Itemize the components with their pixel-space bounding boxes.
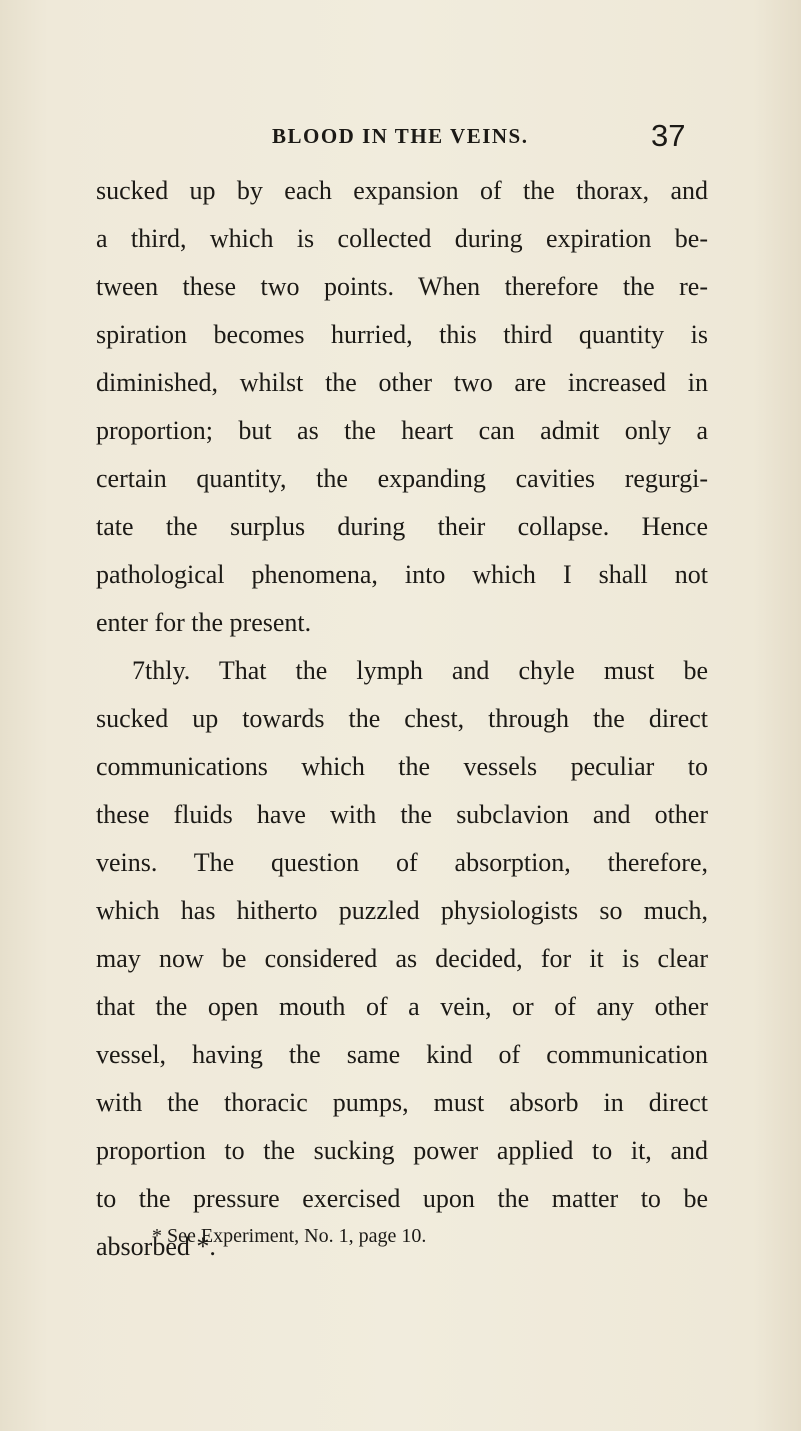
page-number: 37	[651, 118, 686, 153]
text-line: enter for the present.	[96, 608, 312, 637]
text-line: proportion; but as the heart can admit only a	[96, 416, 708, 445]
paragraph-start-line: 7thly. That the lymph and chyle must be	[132, 656, 708, 685]
text-line: communications which the vessels peculiar to	[96, 752, 708, 781]
text-line: proportion to the sucking power applied to it, and	[96, 1136, 708, 1165]
text-line: diminished, whilst the other two are increased in	[96, 368, 708, 397]
text-line: that the open mouth of a vein, or of any other	[96, 992, 708, 1021]
text-line: certain quantity, the expanding cavities regurgi-	[96, 464, 708, 493]
body-text	[96, 167, 708, 1271]
text-line: tween these two points. When therefore the re-	[96, 272, 708, 301]
text-line: tate the surplus during their collapse. Hence	[96, 512, 708, 541]
text-line: a third, which is collected during expiration be-	[96, 224, 708, 253]
text-line: with the thoracic pumps, must absorb in direct	[96, 1088, 708, 1117]
text-line: which has hitherto puzzled physiologists so much,	[96, 896, 708, 925]
footnote: * See Experiment, No. 1, page 10.	[152, 1225, 427, 1247]
text-line: may now be considered as decided, for it is clear	[96, 944, 708, 973]
text-line: spiration becomes hurried, this third quantity is	[96, 320, 708, 349]
running-head	[0, 118, 801, 158]
text-line: to the pressure exercised upon the matter to be	[96, 1184, 708, 1213]
text-line: absorbed *.	[96, 1232, 216, 1261]
text-line: sucked up towards the chest, through the direct	[96, 704, 708, 733]
text-line: pathological phenomena, into which I shall not	[96, 560, 708, 589]
text-line: sucked up by each expansion of the thorax, and	[96, 176, 708, 205]
running-head-title: BLOOD IN THE VEINS.	[272, 124, 529, 148]
text-line: veins. The question of absorption, therefore,	[96, 848, 708, 877]
text-line: these fluids have with the subclavion and other	[96, 800, 708, 829]
text-line: vessel, having the same kind of communication	[96, 1040, 708, 1069]
